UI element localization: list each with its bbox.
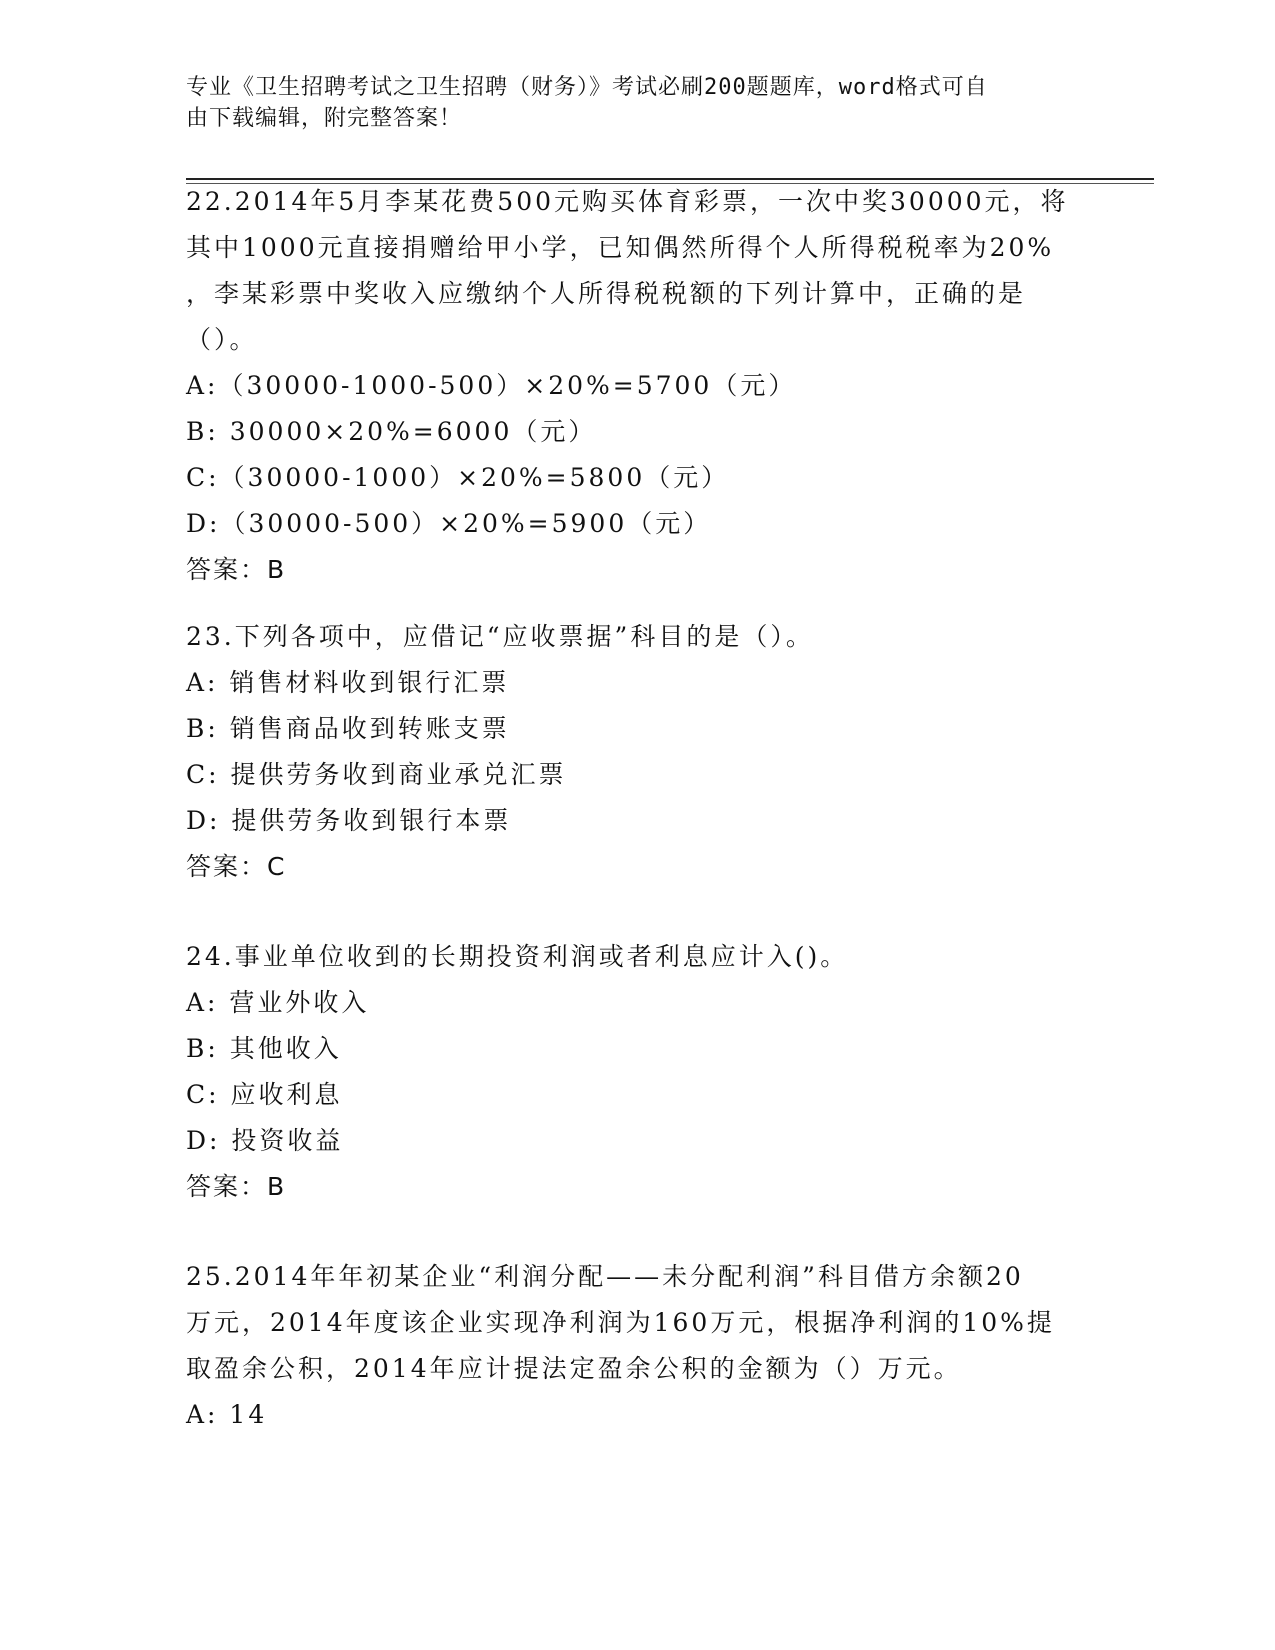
header-line: 由下载编辑，附完整答案！	[186, 106, 463, 131]
option-c: C: 应收利息	[186, 1080, 343, 1109]
question-line: 其中1000元直接捐赠给甲小学，已知偶然所得个人所得税税率为20%	[186, 233, 1055, 262]
question-line: 22.2014年5月李某花费500元购买体育彩票，一次中奖30000元，将	[186, 187, 1069, 216]
question-text	[186, 934, 1086, 980]
document-header	[186, 72, 1066, 134]
option-d: D: 投资收益	[186, 1126, 344, 1155]
question-23	[186, 614, 1086, 890]
answer: 答案：B	[186, 555, 287, 584]
question-line: ，李某彩票中奖收入应缴纳个人所得税税额的下列计算中，正确的是	[186, 279, 1027, 308]
option-b: B: 30000×20%=6000（元）	[186, 417, 597, 446]
question-24	[186, 934, 1086, 1210]
option-a: A: 14	[186, 1400, 268, 1429]
question-line: 万元，2014年度该企业实现净利润为160万元，根据净利润的10%提	[186, 1308, 1055, 1337]
option-b: B: 销售商品收到转账支票	[186, 714, 510, 743]
question-text	[186, 1254, 1086, 1392]
answer: 答案：B	[186, 1172, 287, 1201]
option-c: C: 提供劳务收到商业承兑汇票	[186, 760, 567, 789]
question-line: 23.下列各项中，应借记“应收票据”科目的是（）。	[186, 622, 814, 651]
option-b: B: 其他收入	[186, 1034, 342, 1063]
header-line: 专业《卫生招聘考试之卫生招聘（财务）》考试必刷200题题库，word格式可自	[186, 75, 988, 100]
option-d: D:（30000-500）×20%=5900（元）	[186, 509, 712, 538]
question-text	[186, 179, 1086, 363]
option-a: A:（30000-1000-500）×20%=5700（元）	[186, 371, 797, 400]
question-25	[186, 1254, 1086, 1438]
question-22	[186, 179, 1086, 593]
question-line: 取盈余公积，2014年应计提法定盈余公积的金额为（）万元。	[186, 1354, 962, 1383]
option-a: A: 销售材料收到银行汇票	[186, 668, 510, 697]
option-a: A: 营业外收入	[186, 988, 370, 1017]
answer: 答案：C	[186, 852, 287, 881]
question-line: （）。	[186, 325, 258, 354]
option-c: C:（30000-1000）×20%=5800（元）	[186, 463, 730, 492]
question-line: 24.事业单位收到的长期投资利润或者利息应计入()。	[186, 942, 849, 971]
option-d: D: 提供劳务收到银行本票	[186, 806, 512, 835]
question-text	[186, 614, 1086, 660]
question-line: 25.2014年年初某企业“利润分配——未分配利润”科目借方余额20	[186, 1262, 1024, 1291]
